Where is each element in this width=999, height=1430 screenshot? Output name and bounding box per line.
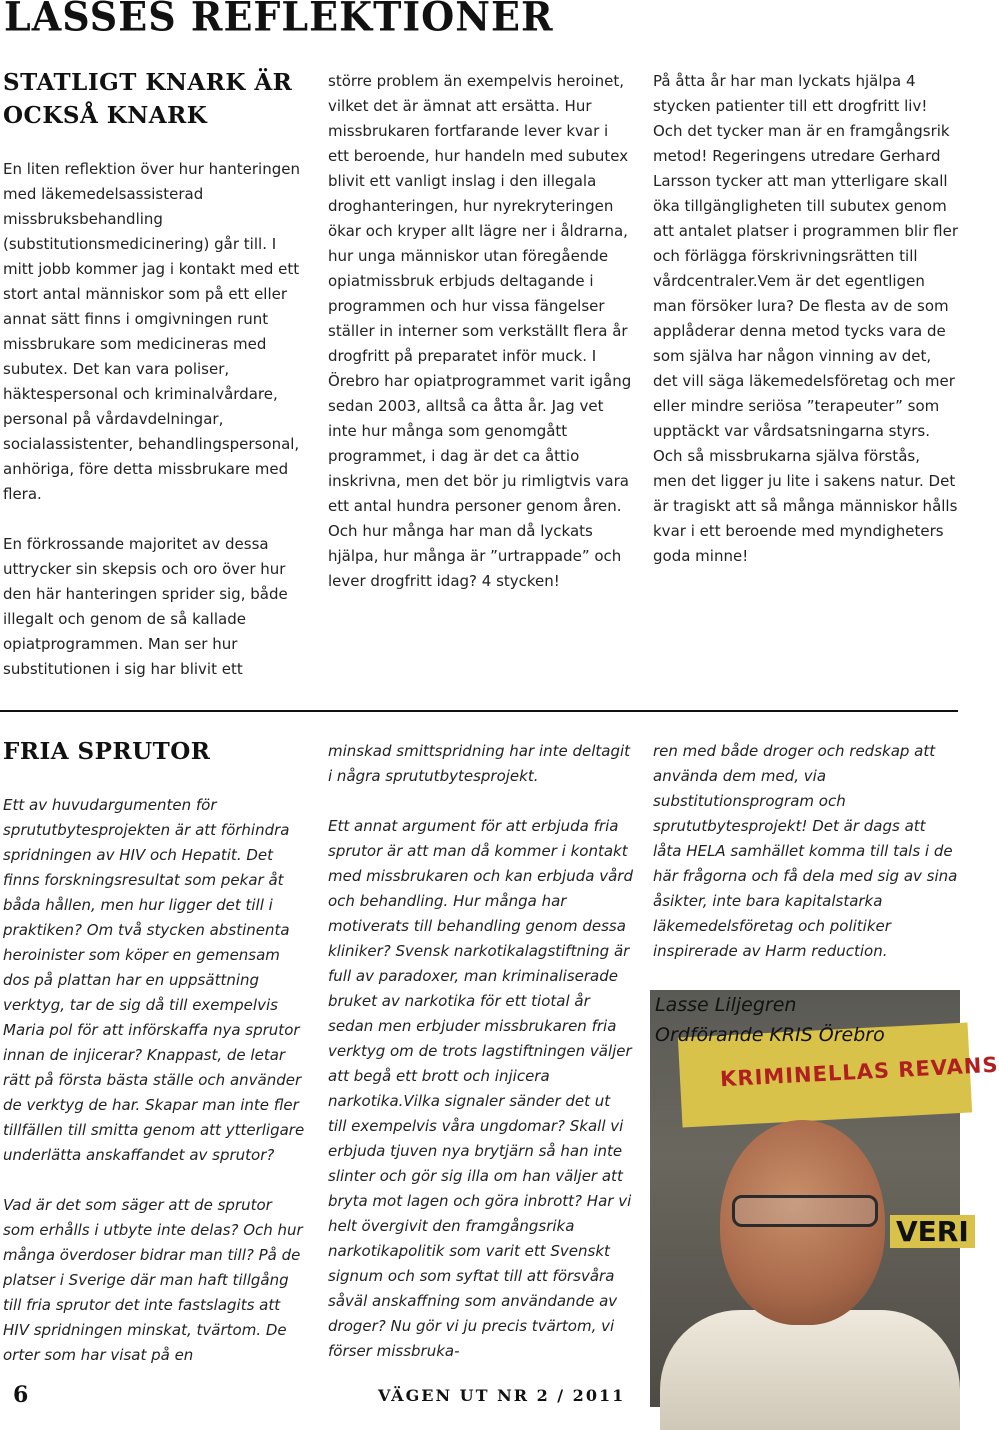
- article2-col3-text: ren med både droger och redskap att använda dem med, via substitutionsprogram och sprututbytesprojekt! Det är dags att låta HELA samhället komma till tals i de här frågorna och få dela med sig av sina åsikter, inte bara kapitalstarka läkemedelsföretag och politiker inspirerade av Harm reduction.: [653, 742, 958, 960]
- photo-glasses: [732, 1195, 878, 1227]
- author-title: Ordförande KRIS Örebro: [655, 1024, 885, 1046]
- article1-col1-paragraph1: En liten reflektion över hur hanteringen med läkemedelsassisterad missbruksbehandling (substitutionsmedicinering) går till. I mitt jobb kommer jag i kontakt med ett stort antal människor som på ett eller annat sätt finns i omgivningen runt missbrukare som medicineras med subutex. Det kan vara poliser, häktespersonal och kriminalvårdare, personal på vårdavdelningar, socialassistenter, behandlingspersonal, anhöriga, före detta missbrukare med flera.: [3, 160, 300, 503]
- article1-column1: [3, 157, 308, 682]
- article2-col2-paragraph1: minskad smittspridning har inte deltagit i några sprututbytesprojekt.: [328, 742, 631, 785]
- author-photo: [650, 990, 999, 1407]
- article1-col1-paragraph2: En förkrossande majoritet av dessa uttrycker sin skepsis och oro över hur den här hanteringen sprider sig, både illegalt och genom de så kallade opiatprogrammen. Man ser hur substitutionen i sig har blivit ett: [3, 535, 288, 678]
- article1-column2: [328, 69, 633, 594]
- article1-col2-text: större problem än exempelvis heroinet, vilket det är ämnat att ersätta. Hur missbrukaren fortfarande lever kvar i ett beroende, hur handeln med subutex blivit ett vanligt inslag i den illegala droghanteringen, hur nyrekryteringen ökar och kryper allt lägre ner i åldrarna, hur unga människor utan föregående opiatmissbruk erbjuds deltagande i programmen och hur vissa fängelser ställer in interner som verkställt flera år drogfritt på preparatet inför muck. I Örebro har opiatprogrammet varit igång sedan 2003, alltså ca åtta år. Jag vet inte hur många som genomgått programmet, i dag är det ca åttio inskrivna, men det bör ju rimligtvis vara ett antal hundra personer genom åren. Och hur många har man då lyckats hjälpa, hur många är ”urtrappade” och lever drogfritt idag? 4 stycken!: [328, 72, 632, 590]
- author-name: Lasse Liljegren: [655, 994, 797, 1016]
- page-number: 6: [13, 1382, 29, 1408]
- article1-col3-text: På åtta år har man lyckats hjälpa 4 stycken patienter till ett drogfritt liv! Och det tycker man är en framgångsrik metod! Regeringens utredare Gerhard Larsson tycker att man ytterligare skall öka tillgängligheten till subutex genom att antalet platser i programmen blir fler och förlägga förskrivningsrätten till vårdcentraler.Vem är det egentligen man försöker lura? De flesta av de som applåderar denna metod tycks vara de som själva har någon vinning av det, det vill säga läkemedelsföretag och mer eller mindre seriösa ”terapeuter” som upptäckt var vårdsatsningarna styrs. Och så missbrukarna själva förstås, men det ligger ju lite i sakens natur. Det är tragiskt att så många människor hålls kvar i ett beroende med myndigheters goda minne!: [653, 72, 958, 565]
- article2-column1: [3, 793, 308, 1368]
- photo-shirt: [660, 1310, 960, 1430]
- article2-col2-paragraph2: Ett annat argument för att erbjuda fria sprutor är att man då kommer i kontakt med missbrukaren och kan erbjuda vård och behandling. Hur många har motiverats till behandling genom dessa kliniker? Svensk narkotikalagstiftning är full av paradoxer, man kriminaliserade bruket av narkotika för ett tiotal år sedan men erbjuder missbrukaren fria verktyg om de trots lagstiftningen väljer att begå ett brott och injicera narkotika.Vilka signaler sänder det ut till exempelvis våra ungdomar? Skall vi erbjuda tjuven nya brytjärn så han inte slinter och gör sig illa om han väljer att bryta mot lagen och göra inbrott? Har vi helt övergivit den framgångsrika narkotikapolitik som varit ett Svenskt signum och som syftat till att försvåra såväl anskaffning som användande av droger? Nu gör vi ju precis tvärtom, vi förser missbruka-: [328, 817, 633, 1360]
- publication-footer: VÄGEN UT NR 2 / 2011: [378, 1386, 626, 1405]
- article2-headline: FRIA SPRUTOR: [3, 738, 211, 765]
- article2-col1-paragraph2: Vad är det som säger att de sprutor som erhålls i utbyte inte delas? Och hur många överdoser bidrar man till? På de platser i Sverige där man haft tillgång till fria sprutor det inte fastslagits att HIV spridningen minskat, tvärtom. De orter som har visat på en: [3, 1196, 303, 1364]
- photo-banner-text-2: VERI: [890, 1215, 975, 1248]
- section-divider: [0, 710, 958, 712]
- article1-headline-line1: STATLIGT KNARK ÄR: [3, 69, 293, 96]
- article1-headline: [3, 66, 303, 132]
- photo-banner-text: KRIMINELLAS REVANS: [719, 1052, 999, 1092]
- page-masthead: LASSES REFLEKTIONER: [4, 0, 554, 41]
- article1-column3: [653, 69, 958, 569]
- article2-column3: [653, 739, 958, 964]
- author-signature: [655, 990, 955, 1050]
- article2-col1-paragraph1: Ett av huvudargumenten för sprututbytesprojekten är att förhindra spridningen av HIV och Hepatit. Det finns forskningsresultat som pekar åt båda hållen, men hur ligger det till i praktiken? Om två stycken abstinenta heroinister som köper en gemensam dos på plattan har en uppsättning verktyg, tar de sig då till exempelvis Maria pol för att införskaffa nya sprutor innan de injicerar? Knappast, de letar rätt på första bästa ställe och använder de verktyg de har. Skapar man inte fler tillfällen till smitta genom att ytterligare underlätta anskaffandet av sprutor?: [3, 796, 305, 1164]
- article2-column2: [328, 739, 633, 1364]
- article1-headline-line2: OCKSÅ KNARK: [3, 102, 208, 129]
